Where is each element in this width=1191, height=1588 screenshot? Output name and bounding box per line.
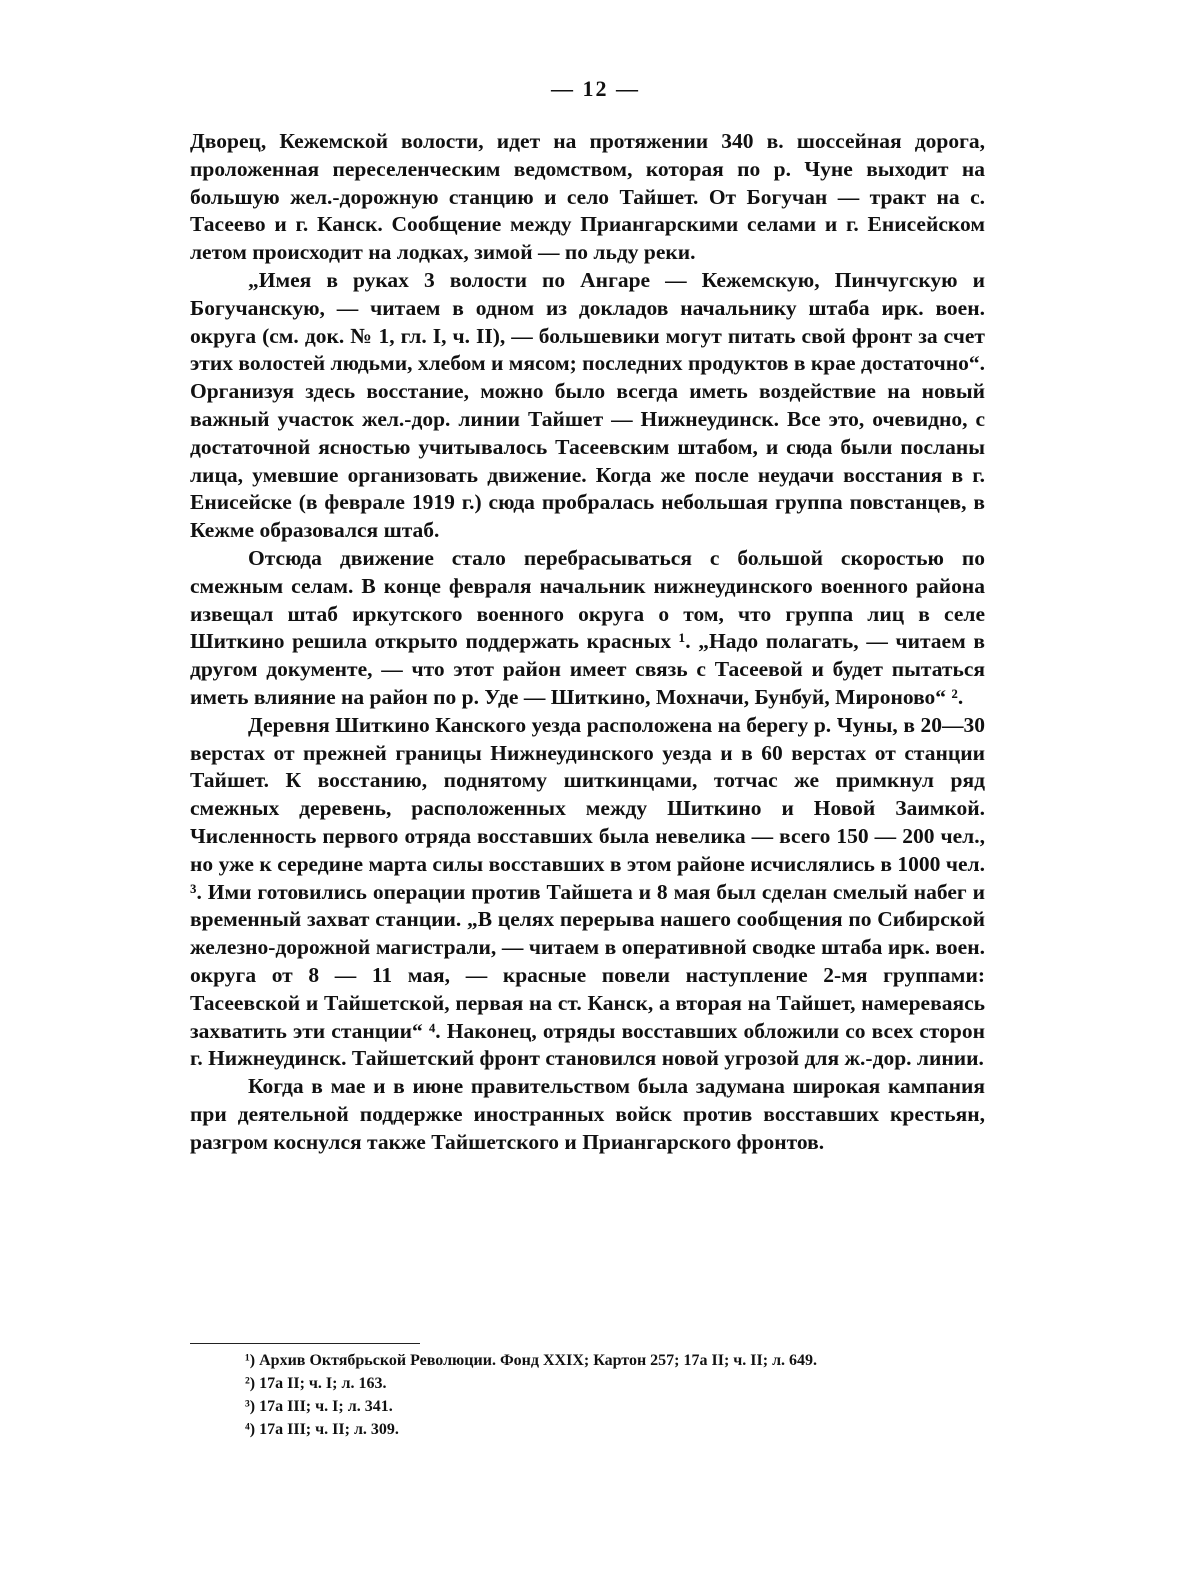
paragraph-4: Деревня Шиткино Канского уезда расположена на берегу р. Чуны, в 20—30 верстах от прежней границы Нижнеудинского уезда и в 60 верстах от станции Тайшет. К восстанию, поднятому шиткинцами, тотчас же примкнул ряд смежных деревень, расположенных между Шиткино и Новой Заимкой. Численность первого отряда восставших была невелика — всего 150 — 200 чел., но уже к середине марта силы восставших в этом районе исчислялись в 1000 чел. ³. Ими готовились операции против Тайшета и 8 мая был сделан смелый набег и временный захват станции. „В целях перерыва нашего сообщения по Сибирской железно-дорожной магистрали, — читаем в оперативной сводке штаба ирк. воен. округа от 8 — 11 мая, — красные повели наступление 2-мя группами: Тасеевской и Тайшетской, первая на ст. Канск, а вторая на Тайшет, намереваясь захватить эти станции“ ⁴. Наконец, отряды восставших обложили со всех сторон г. Нижнеудинск. Тайшетский фронт становился новой угрозой для ж.-дор. линии. [190,712,985,1071]
footnote-3: ³) 17а III; ч. I; л. 341. [245,1398,393,1415]
page-number: — 12 — [551,76,640,101]
footnote-1: ¹) Архив Октябрьской Революции. Фонд XXIX; Картон 257; 17а II; ч. II; л. 649. [245,1352,818,1369]
paragraph-5: Когда в мае и в июне правительством была задумана широкая кампания при деятельной поддержке иностранных войск против восставших крестьян, разгром коснулся также Тайшетского и Приангарского фронтов. [190,1074,985,1154]
footnote-2: ²) 17а II; ч. I; л. 163. [245,1375,387,1392]
footnote-divider [190,1343,420,1344]
body-text [190,128,985,1156]
footnote-4: ⁴) 17а III; ч. II; л. 309. [245,1421,399,1438]
paragraph-1: Дворец, Кежемской волости, идет на протяжении 340 в. шоссейная дорога, проложенная переселенческим ведомством, которая по р. Чуне выходит на большую жел.-дорожную станцию и село Тайшет. От Богучан — тракт на с. Тасеево и г. Канск. Сообщение между Приангарскими селами и г. Енисейском летом происходит на лодках, зимой — по льду реки. [190,129,985,265]
paragraph-2: „Имея в руках 3 волости по Ангаре — Кежемскую, Пинчугскую и Богучанскую, — читаем в одном из докладов начальнику штаба ирк. воен. округа (см. док. № 1, гл. I, ч. II), — большевики могут питать свой фронт за счет этих волостей людьми, хлебом и мясом; последних продуктов в крае достаточно“. Организуя здесь восстание, можно было всегда иметь воздействие на новый важный участок жел.-дор. линии Тайшет — Нижнеудинск. Все это, очевидно, с достаточной ясностью учитывалось Тасеевским штабом, и сюда были посланы лица, умевшие организовать движение. Когда же после неудачи восстания в г. Енисейске (в феврале 1919 г.) сюда пробралась небольшая группа повстанцев, в Кежме образовался штаб. [190,267,985,543]
footnotes [245,1349,985,1441]
paragraph-3: Отсюда движение стало перебрасываться с большой скоростью по смежным селам. В конце февраля начальник нижнеудинского военного района извещал штаб иркутского военного округа о том, что группа лиц в селе Шиткино решила открыто поддержать красных ¹. „Надо полагать, — читаем в другом документе, — что этот район имеет связь с Тасеевой и будет пытаться иметь влияние на район по р. Уде — Шиткино, Мохначи, Бунбуй, Мироново“ ². [190,545,985,709]
